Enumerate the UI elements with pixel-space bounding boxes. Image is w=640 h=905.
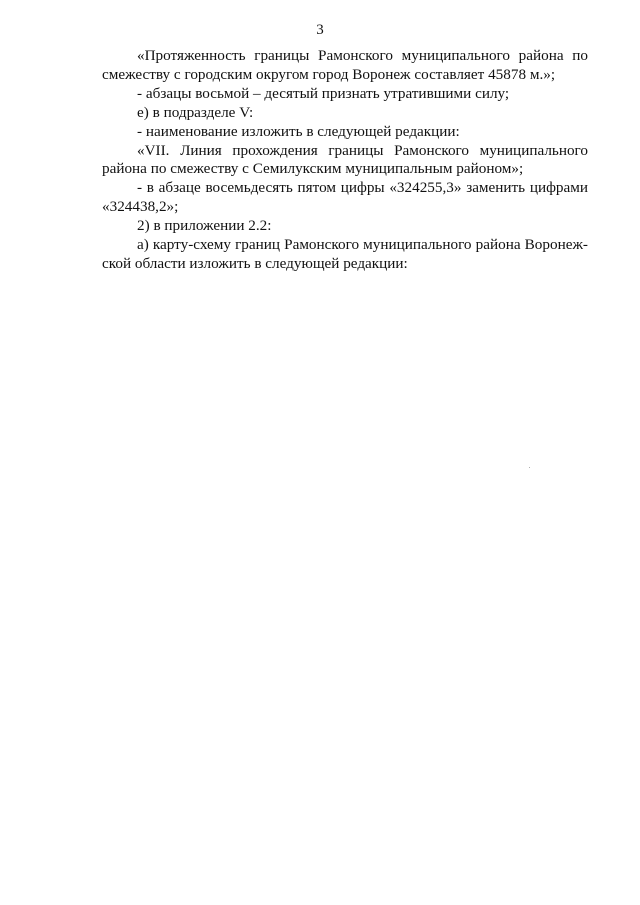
paragraph-line-vii: «VII. Линия прохождения границы Рамонского муниципального района по смежеству с Семилукским муниципальным районом»; [102, 141, 588, 178]
page-number: 3 [316, 22, 324, 38]
paragraph-appendix-2-2: 2) в приложении 2.2: [137, 217, 272, 235]
paragraph-abzacy-invalid: - абзацы восьмой – десятый признать утратившими силу; [137, 84, 510, 102]
paragraph-subsection-v: е) в подразделе V: [137, 103, 254, 121]
paragraph-name-new-edition: - наименование изложить в следующей редакции: [137, 122, 460, 140]
paragraph-map-scheme: а) карту-схему границ Рамонского муниципального района Воронеж-ской области изложить в следующей редакции: [102, 236, 588, 272]
scan-speck [529, 467, 530, 468]
document-body [102, 47, 588, 274]
paragraph-boundary-length: «Протяженность границы Рамонского муниципального района по смежеству с городским округом город Воронеж составляет 45878 м.»; [102, 47, 588, 83]
paragraph-digits-replace: - в абзаце восемьдесять пятом цифры «324255,3» заменить цифрами «324438,2»; [102, 179, 588, 216]
